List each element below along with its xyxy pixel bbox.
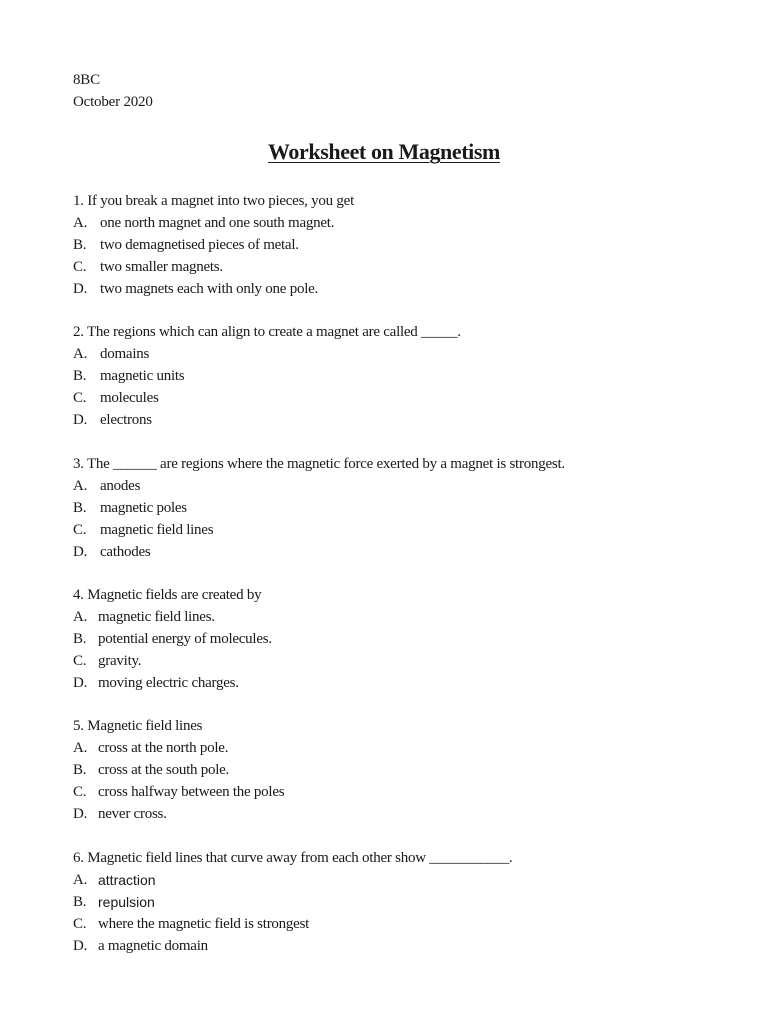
option-b: [73, 497, 713, 519]
question-stem: 6. Magnetic field lines that curve away from each other show ___________.: [73, 850, 513, 866]
option-text: magnetic field lines: [100, 522, 214, 538]
option-text: two smaller magnets.: [100, 259, 223, 275]
class-code: 8BC: [73, 72, 100, 88]
option-c: [73, 781, 713, 803]
option-letter: B.: [73, 368, 87, 384]
option-letter: D.: [73, 806, 88, 822]
question-stem: 2. The regions which can align to create a magnet are called _____.: [73, 324, 461, 340]
option-letter: A.: [73, 740, 88, 756]
question-3: [73, 453, 713, 563]
option-b: [73, 234, 713, 256]
worksheet-date: October 2020: [73, 94, 153, 110]
option-letter: B.: [73, 631, 87, 647]
option-letter: A.: [73, 215, 88, 231]
option-letter: C.: [73, 259, 87, 275]
option-text: electrons: [100, 412, 152, 428]
option-d: [73, 935, 713, 957]
option-letter: A.: [73, 478, 88, 494]
option-letter: B.: [73, 894, 87, 910]
question-stem: 4. Magnetic fields are created by: [73, 587, 262, 603]
option-text: magnetic units: [100, 368, 185, 384]
option-a: [73, 737, 713, 759]
option-text: domains: [100, 346, 150, 362]
option-d: [73, 803, 713, 825]
option-letter: D.: [73, 938, 88, 954]
option-text: repulsion: [98, 894, 155, 910]
option-d: [73, 541, 713, 563]
option-a: [73, 343, 713, 365]
option-letter: D.: [73, 281, 88, 297]
question-2: [73, 321, 713, 431]
option-text: attraction: [98, 872, 156, 888]
option-text: one north magnet and one south magnet.: [100, 215, 335, 231]
option-a: [73, 869, 713, 891]
option-text: magnetic field lines.: [98, 609, 215, 625]
option-b: [73, 759, 713, 781]
option-text: two magnets each with only one pole.: [100, 281, 319, 297]
option-letter: D.: [73, 675, 88, 691]
question-5: [73, 715, 713, 825]
option-text: cross at the south pole.: [98, 762, 230, 778]
option-c: [73, 913, 713, 935]
option-letter: B.: [73, 500, 87, 516]
option-a: [73, 606, 713, 628]
option-letter: A.: [73, 609, 88, 625]
option-letter: C.: [73, 784, 87, 800]
option-letter: B.: [73, 762, 87, 778]
option-text: cross at the north pole.: [98, 740, 229, 756]
option-text: two demagnetised pieces of metal.: [100, 237, 299, 253]
option-letter: C.: [73, 390, 87, 406]
option-c: [73, 519, 713, 541]
option-d: [73, 278, 713, 300]
option-b: [73, 628, 713, 650]
question-1: [73, 190, 713, 300]
option-text: a magnetic domain: [98, 938, 208, 954]
option-a: [73, 212, 713, 234]
option-letter: A.: [73, 872, 88, 888]
option-letter: C.: [73, 522, 87, 538]
option-text: potential energy of molecules.: [98, 631, 272, 647]
option-letter: B.: [73, 237, 87, 253]
option-c: [73, 650, 713, 672]
option-text: where the magnetic field is strongest: [98, 916, 310, 932]
option-c: [73, 256, 713, 278]
question-stem: 1. If you break a magnet into two pieces, you get: [73, 193, 354, 209]
option-c: [73, 387, 713, 409]
option-text: anodes: [100, 478, 141, 494]
option-text: cathodes: [100, 544, 151, 560]
option-letter: D.: [73, 544, 88, 560]
option-text: gravity.: [98, 653, 142, 669]
option-b: [73, 365, 713, 387]
worksheet-title: Worksheet on Magnetism: [268, 139, 500, 164]
option-text: magnetic poles: [100, 500, 187, 516]
question-stem: 5. Magnetic field lines: [73, 718, 203, 734]
option-d: [73, 672, 713, 694]
question-6: [73, 847, 713, 957]
option-text: never cross.: [98, 806, 167, 822]
option-text: moving electric charges.: [98, 675, 239, 691]
option-a: [73, 475, 713, 497]
option-letter: D.: [73, 412, 88, 428]
question-4: [73, 584, 713, 694]
option-b: [73, 891, 713, 913]
option-text: cross halfway between the poles: [98, 784, 285, 800]
option-text: molecules: [100, 390, 159, 406]
question-stem: 3. The ______ are regions where the magnetic force exerted by a magnet is strongest.: [73, 456, 565, 472]
option-letter: C.: [73, 916, 87, 932]
option-letter: C.: [73, 653, 87, 669]
option-d: [73, 409, 713, 431]
option-letter: A.: [73, 346, 88, 362]
